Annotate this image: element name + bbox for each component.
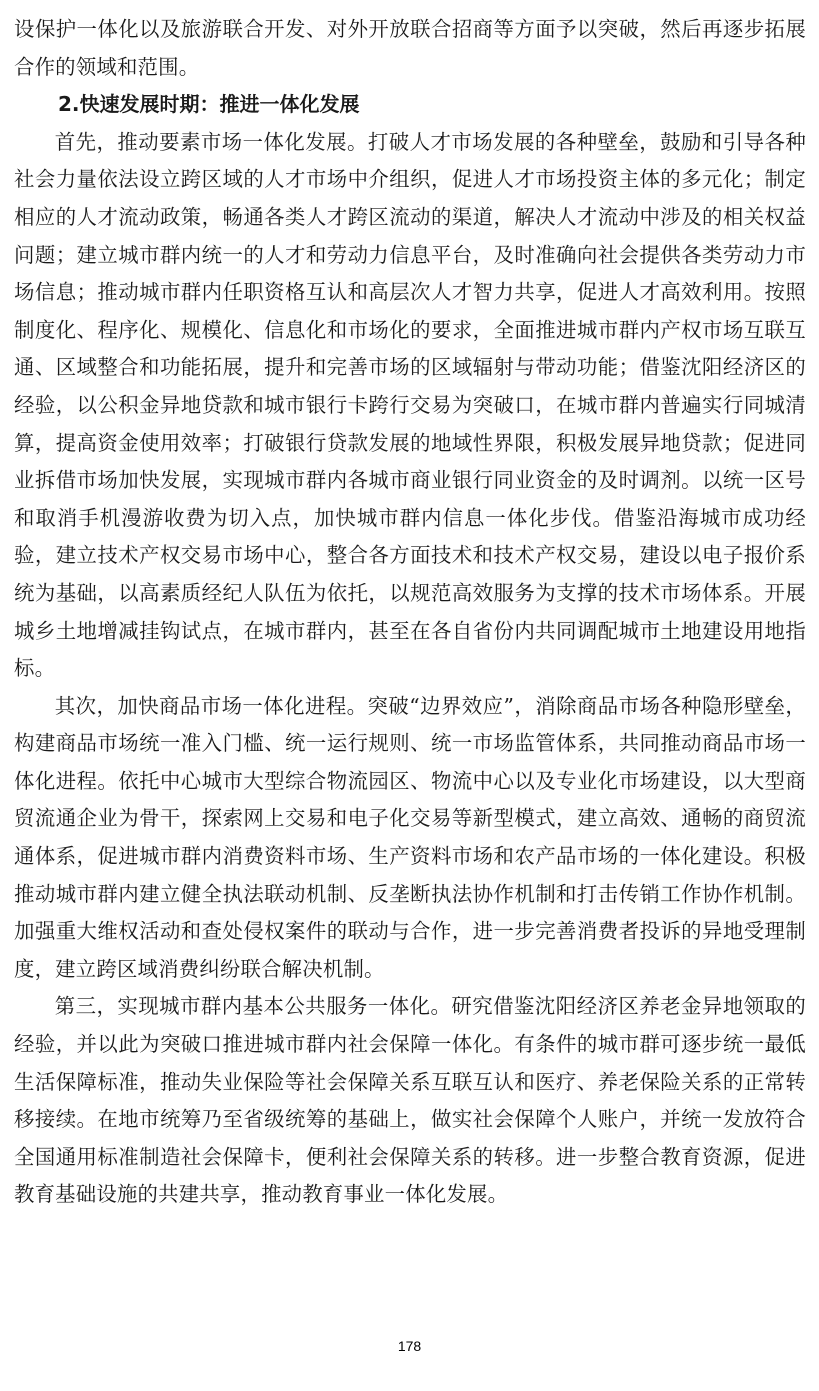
paragraph-factor-market: 首先，推动要素市场一体化发展。打破人才市场发展的各种壁垒，鼓励和引导各种社会力量依法设立跨区域的人才市场中介组织，促进人才市场投资主体的多元化；制定相应的人才流动政策，畅通各类人才跨区流动的渠道，解决人才流动中涉及的相关权益问题；建立城市群内统一的人才和劳动力信息平台，及时准确向社会提供各类劳动力市场信息；推动城市群内任职资格互认和高层次人才智力共享，促进人才高效利用。按照制度化、程序化、规模化、信息化和市场化的要求，全面推进城市群内产权市场互联互通、区域整合和功能拓展，提升和完善市场的区域辐射与带动功能；借鉴沈阳经济区的经验，以公积金异地贷款和城市银行卡跨行交易为突破口，在城市群内普遍实行同城清算，提高资金使用效率；打破银行贷款发展的地域性界限，积极发展异地贷款；促进同业拆借市场加快发展，实现城市群内各城市商业银行同业资金的及时调剂。以统一区号和取消手机漫游收费为切入点，加快城市群内信息一体化步伐。借鉴沿海城市成功经验，建立技术产权交易市场中心，整合各方面技术和技术产权交易，建设以电子报价系统为基础，以高素质经纪人队伍为依托，以规范高效服务为支撑的技术市场体系。开展城乡土地增减挂钩试点，在城市群内，甚至在各自省份内共同调配城市土地建设用地指标。 (14, 129, 806, 681)
document-page (14, 11, 806, 1214)
paragraph-commodity-market: 其次，加快商品市场一体化进程。突破“边界效应”，消除商品市场各种隐形壁垒，构建商品市场统一准入门槛、统一运行规则、统一市场监管体系，共同推动商品市场一体化进程。依托中心城市大型综合物流园区、物流中心以及专业化市场建设，以大型商贸流通企业为骨干，探索网上交易和电子化交易等新型模式，建立高效、通畅的商贸流通体系，促进城市群内消费资料市场、生产资料市场和农产品市场的一体化建设。积极推动城市群内建立健全执法联动机制、反垄断执法协作机制和打击传销工作协作机制。加强重大维权活动和查处侵权案件的联动与合作，进一步完善消费者投诉的异地受理制度，建立跨区域消费纠纷联合解决机制。 (14, 693, 806, 981)
continuation-paragraph: 设保护一体化以及旅游联合开发、对外开放联合招商等方面予以突破，然后再逐步拓展合作的领域和范围。 (14, 17, 806, 79)
page-number: 178 (397, 1338, 422, 1354)
paragraph-public-services: 第三，实现城市群内基本公共服务一体化。研究借鉴沈阳经济区养老金异地领取的经验，并以此为突破口推进城市群内社会保障一体化。有条件的城市群可逐步统一最低生活保障标准，推动失业保险等社会保障关系互联互认和医疗、养老保险关系的正常转移接续。在地市统筹乃至省级统筹的基础上，做实社会保障个人账户，并统一发放符合全国通用标准制造社会保障卡，便利社会保障关系的转移。进一步整合教育资源，促进教育基础设施的共建共享，推动教育事业一体化发展。 (14, 994, 806, 1207)
section-heading: 2.快速发展时期：推进一体化发展 (58, 92, 360, 117)
